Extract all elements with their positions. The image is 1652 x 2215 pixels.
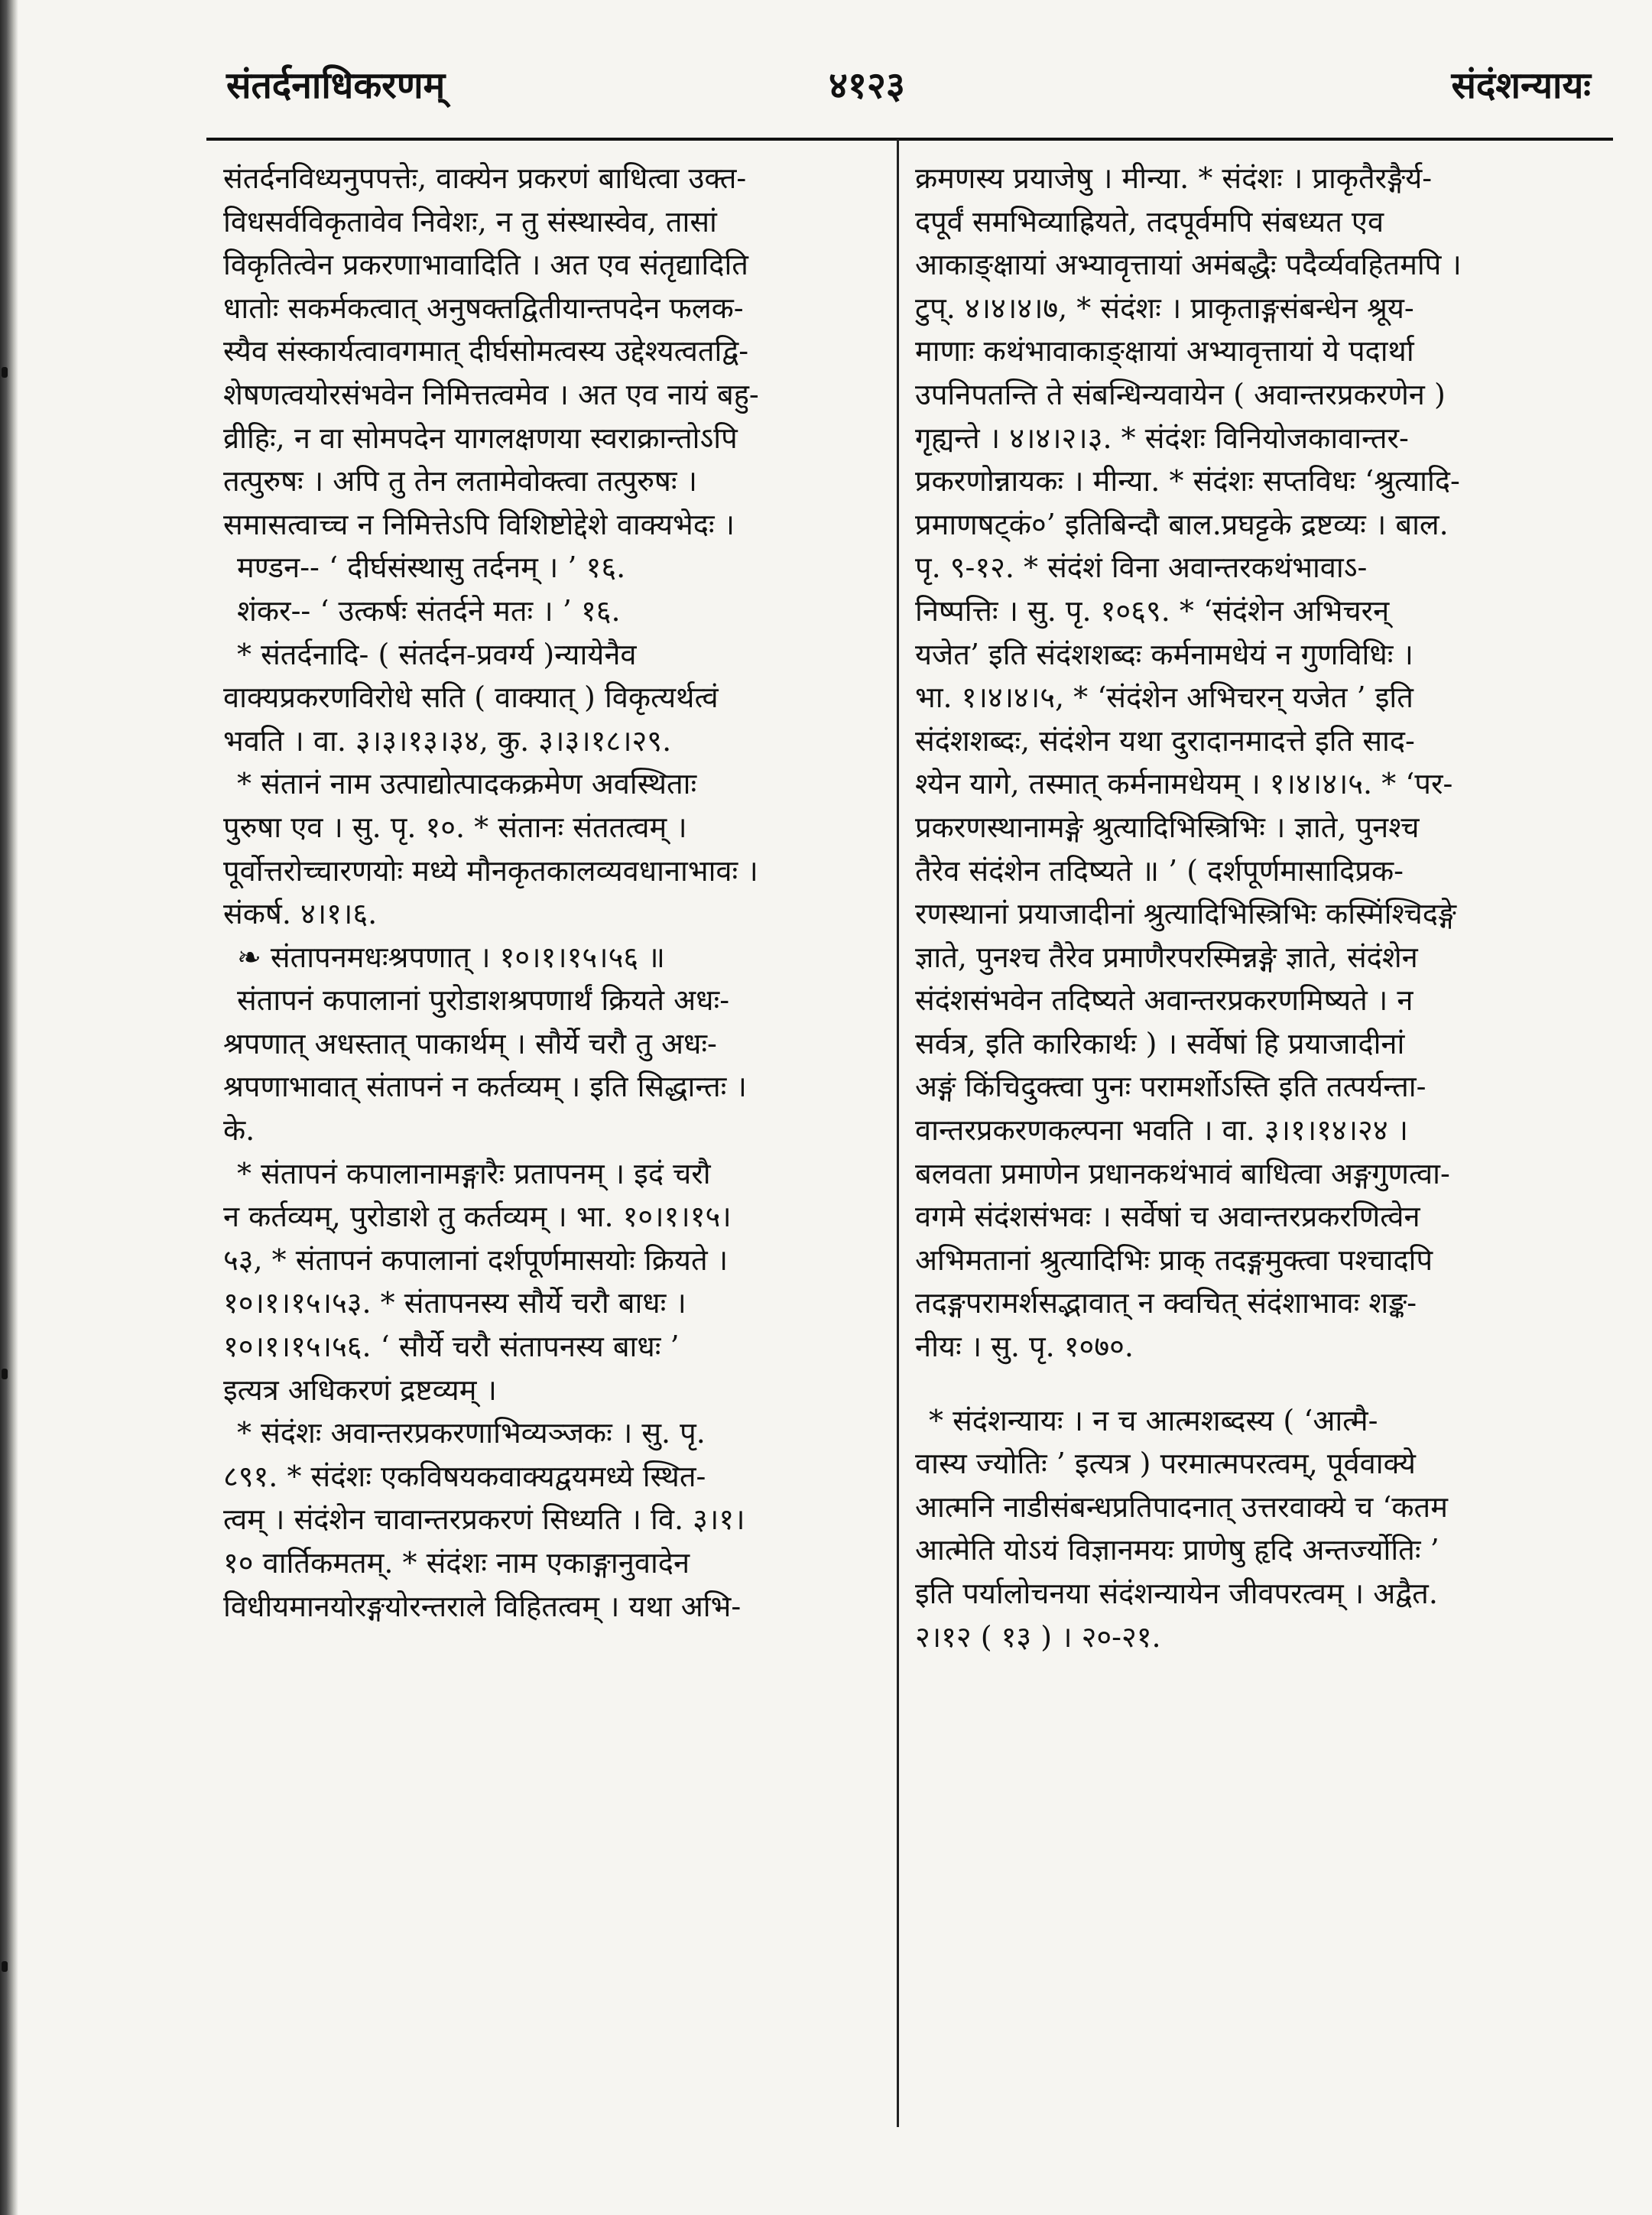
entry-start-line: * संतापनं कपालानामङ्गारैः प्रतापनम् । इदं चरौ: [237, 1156, 711, 1190]
text-line: इति पर्यालोचनया संदंशन्यायेन जीवपरत्वम् । अद्वैत.: [915, 1577, 1438, 1610]
binding-mark: [2, 1369, 8, 1379]
text-line: वान्तरप्रकरणकल्पना भवति । वा. ३।१।१४।२४ ।: [915, 1113, 1409, 1148]
text-line: पूर्वोत्तरोच्चारणयोः मध्ये मौनकृतकालव्यवधानाभावः ।: [223, 853, 758, 888]
text-line: समासत्वाच्च न निमित्तेऽपि विशिष्टोद्देशे वाक्यभेदः ।: [223, 507, 735, 541]
text-line: प्रकरणस्थानामङ्गे श्रुत्यादिभिस्त्रिभिः । ज्ञाते, पुनश्च: [915, 810, 1420, 844]
text-line: ५३, * संतापनं कपालानां दर्शपूर्णमासयोः क्रियते ।: [223, 1242, 729, 1277]
page-number: ४१२३: [829, 64, 905, 107]
text-line: ८९१. * संदंशः एकविषयकवाक्यद्वयमध्ये स्थित-: [223, 1459, 706, 1493]
header-rule: [206, 138, 1613, 141]
quote-line: मण्डन-- ‘ दीर्घसंस्थासु तर्दनम् । ’ १६.: [237, 551, 626, 585]
text-line: अभिमतानां श्रुत्यादिभिः प्राक् तदङ्गमुक्त्वा पश्चादपि: [915, 1242, 1433, 1277]
text-line: आत्मेति योऽयं विज्ञानमयः प्राणेषु हृदि अन्तर्ज्योतिः ’: [915, 1533, 1439, 1567]
section-heading: ❧ संतापनमधःश्रपणात् । १०।१।१५।५६ ॥: [237, 940, 665, 974]
text-line: माणाः कथंभावाकाङ्क्षायां अभ्यावृत्तायां ये पदार्था: [915, 334, 1414, 369]
text-line: संदंशसंभवेन तदिष्यते अवान्तरप्रकरणमिष्यते । न: [915, 983, 1413, 1018]
text-line: वगमे संदंशसंभवः । सर्वेषां च अवान्तरप्रकरणित्वेन: [915, 1200, 1420, 1234]
quote-line: शंकर-- ‘ उत्कर्षः संतर्दने मतः । ’ १६.: [237, 593, 621, 628]
text-line: १०।१।१५।५६. ‘ सौर्ये चरौ संतापनस्य बाधः ’: [223, 1330, 680, 1364]
text-line: १० वार्तिकमतम्. * संदंशः नाम एकाङ्गानुवादेन: [223, 1546, 690, 1580]
entry-start-line: * संदंशन्यायः । न च आत्मशब्दस्य ( ‘आत्मै-: [929, 1403, 1378, 1437]
right-column: [915, 157, 1598, 1658]
text-line: क्रमणस्य प्रयाजेषु । मीन्या. * संदंशः । प्राकृतैरङ्गैर्य-: [915, 161, 1433, 195]
spacer: [915, 1369, 1598, 1399]
text-line: संदंशशब्दः, संदंशेन यथा दुरादानमादत्ते इति साद-: [915, 723, 1415, 758]
text-line: उपनिपतन्ति ते संबन्धिन्यवायेन ( अवान्तरप्रकरणेन ): [915, 377, 1446, 411]
text-line: दपूर्वं समभिव्याह्रियते, तदपूर्वमपि संबध्यत एव: [915, 204, 1384, 239]
text-line: विधसर्वविकृतावेव निवेशः, न तु संस्थास्वेव, तासां: [223, 204, 717, 239]
text-line: श्रपणात् अधस्तात् पाकार्थम् । सौर्ये चरौ तु अधः-: [223, 1026, 717, 1060]
text-line: तत्पुरुषः । अपि तु तेन लतामेवोक्त्वा तत्पुरुषः ।: [223, 464, 698, 499]
text-line: गृह्यन्ते । ४।४।२।३. * संदंशः विनियोजकावान्तर-: [915, 421, 1409, 455]
entry-start-line: * संतर्दनादि- ( संतर्दन-प्रवर्ग्य )न्यायेनैव: [237, 637, 637, 671]
left-column: [223, 157, 879, 1628]
text-line: पृ. ९-१२. * संदंशं विना अवान्तरकथंभावाऽ-: [915, 551, 1368, 585]
text-line: रणस्थानां प्रयाजादीनां श्रुत्यादिभिस्त्रिभिः कस्मिंश्चिदङ्गे: [915, 897, 1456, 931]
binding-mark: [2, 1961, 8, 1972]
text-line: भवति । वा. ३।३।१३।३४, कु. ३।३।१८।२९.: [223, 723, 672, 758]
text-line: भा. १।४।४।५, * ‘संदंशेन अभिचरन् यजेत ’ इति: [915, 680, 1413, 715]
text-line: व्रीहिः, न वा सोमपदेन यागलक्षणया स्वराक्रान्तोऽपि: [223, 421, 738, 455]
text-line: निष्पत्तिः । सु. पृ. १०६९. * ‘संदंशेन अभिचरन्: [915, 593, 1390, 628]
text-line: इत्यत्र अधिकरणं द्रष्टव्यम् ।: [223, 1372, 497, 1407]
entry-start-line: * संदंशः अवान्तरप्रकरणाभिव्यञ्जकः । सु. पृ.: [237, 1416, 706, 1450]
header-left-title: संतर्दनाधिकरणम्: [226, 64, 446, 107]
text-line: सर्वत्र, इति कारिकार्थः ) । सर्वेषां हि प्रयाजादीनां: [915, 1026, 1405, 1060]
text-line: १०।१।१५।५३. * संतापनस्य सौर्ये चरौ बाधः ।: [223, 1286, 686, 1320]
text-line: पुरुषा एव । सु. पृ. १०. * संतानः संततत्वम् ।: [223, 810, 687, 844]
text-line: प्रमाणषट्कं०’ इतिबिन्दौ बाल.प्रघट्टके द्रष्टव्यः । बाल.: [915, 507, 1449, 541]
binding-mark: [2, 367, 8, 378]
text-line: विकृतित्वेन प्रकरणाभावादिति । अत एव संतृद्यादिति: [223, 248, 748, 282]
text-line: स्यैव संस्कार्यत्वावगमात् दीर्घसोमत्वस्य उद्देश्यत्वतद्वि-: [223, 334, 749, 369]
text-line: त्वम् । संदंशेन चावान्तरप्रकरणं सिध्यति । वि. ३।१।: [223, 1502, 745, 1537]
page-header: [206, 60, 1598, 121]
text-line: ज्ञाते, पुनश्च तैरेव प्रमाणैरपरस्मिन्नङ्गे ज्ञाते, संदंशेन: [915, 940, 1418, 974]
text-line: शेषणत्वयोरसंभवेन निमित्तत्वमेव । अत एव नायं बहु-: [223, 377, 759, 411]
text-line: संतर्दनविध्यनुपपत्तेः, वाक्येन प्रकरणं बाधित्वा उक्त-: [223, 161, 747, 195]
text-line: नीयः । सु. पृ. १०७०.: [915, 1330, 1134, 1364]
text-line: प्रकरणोन्नायकः । मीन्या. * संदंशः सप्तविधः ‘श्रुत्यादि-: [915, 464, 1460, 499]
scan-binding-edge: [0, 0, 18, 2215]
text-line: श्येन यागे, तस्मात् कर्मनामधेयम् । १।४।४।५. * ‘पर-: [915, 767, 1453, 801]
text-line: तैरेव संदंशेन तदिष्यते ॥ ’ ( दर्शपूर्णमासादिप्रक-: [915, 853, 1404, 888]
text-line: २।१२ ( १३ ) । २०-२१.: [915, 1619, 1161, 1654]
entry-start-line: * संतानं नाम उत्पाद्योत्पादकक्रमेण अवस्थिताः: [237, 767, 697, 801]
text-line: वास्य ज्योतिः ’ इत्यत्र ) परमात्मपरत्वम्, पूर्ववाक्ये: [915, 1447, 1416, 1481]
text-line: आत्मनि नाडीसंबन्धप्रतिपादनात् उत्तरवाक्ये च ‘कतम: [915, 1489, 1448, 1524]
header-right-title: संदंशन्यायः: [1451, 64, 1591, 107]
text-line: श्रपणाभावात् संतापनं न कर्तव्यम् । इति सिद्धान्तः ।: [223, 1070, 747, 1104]
text-line: के.: [223, 1113, 255, 1148]
text-line: यजेत’ इति संदंशशब्दः कर्मनामधेयं न गुणविधिः ।: [915, 637, 1413, 671]
text-line: बलवता प्रमाणेन प्रधानकथंभावं बाधित्वा अङ्गगुणत्वा-: [915, 1156, 1450, 1190]
text-line: धातोः सकर्मकत्वात् अनुषक्तद्वितीयान्तपदेन फलक-: [223, 291, 744, 325]
text-line: तदङ्गपरामर्शसद्भावात् न क्वचित् संदंशाभावः शङ्क-: [915, 1286, 1417, 1320]
text-line: न कर्तव्यम्, पुरोडाशे तु कर्तव्यम् । भा. १०।१।१५।: [223, 1200, 732, 1234]
text-line: वाक्यप्रकरणविरोधे सति ( वाक्यात् ) विकृत्यर्थत्वं: [223, 680, 719, 715]
text-line: संतापनं कपालानां पुरोडाशश्रपणार्थं क्रियते अधः-: [237, 983, 730, 1018]
text-line: संकर्ष. ४।१।६.: [223, 897, 378, 931]
text-line: विधीयमानयोरङ्गयोरन्तराले विहितत्वम् । यथा अभि-: [223, 1589, 742, 1623]
text-line: अङ्गं किंचिदुक्त्वा पुनः परामर्शोऽस्ति इति तत्पर्यन्ता-: [915, 1070, 1426, 1104]
column-divider: [897, 139, 899, 2127]
text-line: टुप्. ४।४।४।७, * संदंशः । प्राकृताङ्गसंबन्धेन श्रूय-: [915, 291, 1414, 325]
text-line: आकाङ्क्षायां अभ्यावृत्तायां अमंबद्धैः पदैर्व्यवहितमपि ।: [915, 248, 1462, 282]
